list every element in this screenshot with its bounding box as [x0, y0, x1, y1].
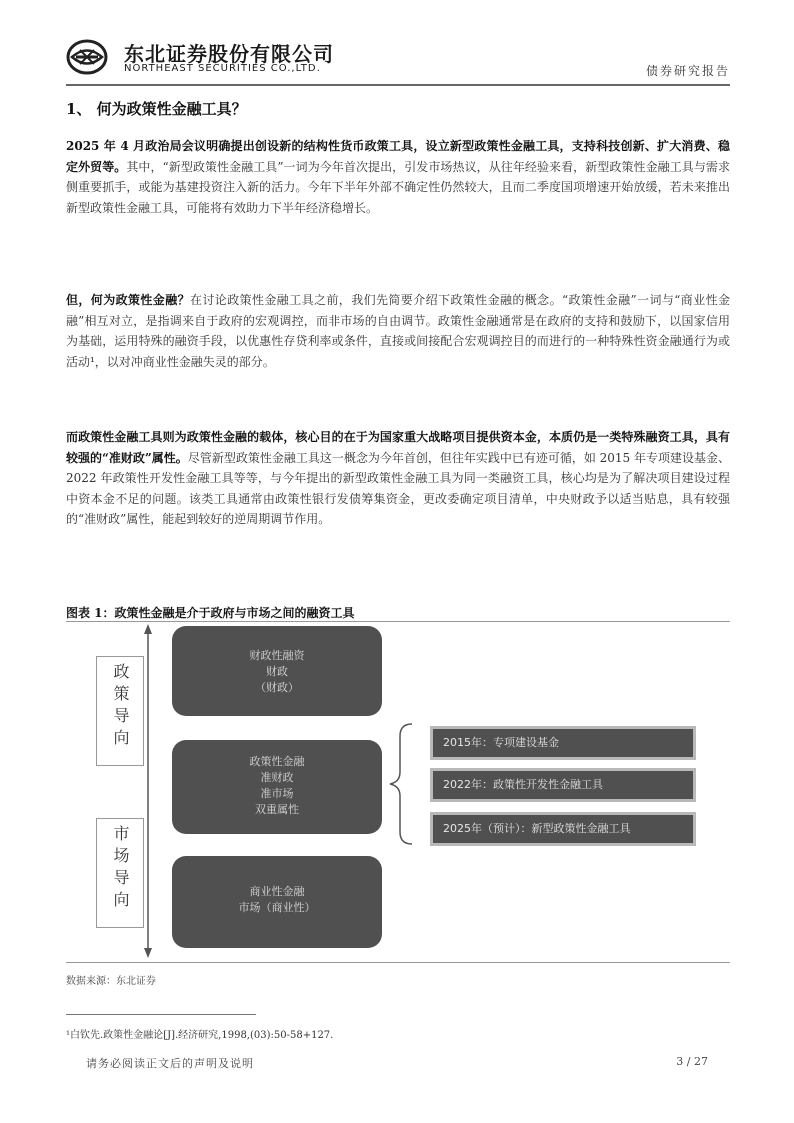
finance-box-commercial-line-1: 商业性金融: [249, 885, 305, 898]
tool-item-2015: 2015年：专项建设基金: [430, 726, 696, 760]
finance-box-policy-line-4: 双重属性: [255, 803, 299, 816]
paragraph-3-body: 尽管新型政策性金融工具这一概念为今年首创，但往年实践中已有迹可循，如 2015 年专项建设基金、2022 年政策性开发性金融工具等等，与今年提出的新型政策性金融工具为同一类融资工具，核心均是为了解决项目建设过程中资本金不足的问题。该类工具通常由政策性银行发债筹集资金，更改委确定项目清单，中央财政予以适当贴息，具有较强的“准财政”属性，能起到较好的逆周期调节作用。: [66, 450, 730, 526]
page-number: 3 / 27: [676, 1055, 708, 1068]
paragraph-2: [66, 290, 730, 372]
footnote-text: ¹白钦先.政策性金融论[J].经济研究,1998,(03):50-58+127.: [66, 1030, 334, 1041]
section-title: 1、 何为政策性金融工具？: [66, 100, 247, 118]
finance-box-commercial: [172, 856, 382, 948]
finance-box-policy-line-2: 准财政: [260, 771, 294, 784]
figure-source: 数据来源：东北证券: [66, 976, 156, 987]
report-header: [66, 36, 730, 82]
finance-box-fiscal-line-2: 财政: [266, 665, 288, 678]
finance-box-fiscal-line-1: 财政性融资: [249, 649, 305, 662]
finance-box-policy: [172, 740, 382, 834]
company-name-en: NORTHEAST SECURITIES CO.,LTD.: [124, 63, 321, 74]
paragraph-1-body: 其中，“新型政策性金融工具”一词为今年首次提出，引发市场热议，从往年经验来看，新型政策性金融工具与需求侧重要抓手，或能为基建投资注入新的活力。今年下半年外部不确定性仍然较大，且而二季度国项增速开始放缓，若未来推出新型政策性金融工具，可能将有效助力下半年经济稳增长。: [66, 159, 730, 215]
finance-box-policy-line-1: 政策性金融: [249, 755, 305, 768]
paragraph-2-lead: 但，何为政策性金融？: [66, 293, 190, 307]
finance-box-fiscal-line-3: （财政）: [255, 681, 299, 694]
policy-oriented-text: 政策导向: [111, 663, 130, 751]
finance-box-policy-line-3: 准市场: [260, 787, 294, 800]
company-logo-icon: [66, 38, 108, 76]
policy-oriented-label: [96, 656, 144, 766]
report-type-label: 债券研究报告: [645, 64, 730, 78]
finance-box-fiscal: [172, 626, 382, 716]
paragraph-3: [66, 427, 730, 530]
footnote-divider: [66, 1014, 256, 1015]
figure-bottom-rule: [66, 962, 730, 963]
tool-item-2025: 2025年（预计）：新型政策性金融工具: [430, 812, 696, 846]
figure-title: 图表 1：政策性金融是介于政府与市场之间的融资工具: [66, 606, 355, 620]
paragraph-1-lead: 2025 年 4 月政治局会议明确提出创设新的结构性货币政策工具，设立新型政策性金融工具，支持科技创新、扩大消费、稳定外贸等。: [66, 139, 730, 174]
paragraph-1: [66, 136, 730, 218]
tool-item-2022: 2022年：政策性开发性金融工具: [430, 768, 696, 802]
paragraph-3-lead: 而政策性金融工具则为政策性金融的载体，核心目的在于为国家重大战略项目提供资本金，本质仍是一类特殊融资工具，具有较强的“准财政”属性。: [66, 430, 730, 465]
paragraph-2-body: 在讨论政策性金融工具之前，我们先简要介绍下政策性金融的概念。“政策性金融”一词与“商业性金融”相互对立，是指调来自于政府的宏观调控，而非市场的自由调节。政策性金融通常是在政府的支持和鼓励下，以国家信用为基础，运用特殊的融资手段，以优惠性存贷利率或条件，直接或间接配合宏观调控目的而进行的一种特殊性资金融通行为或活动¹，以对冲商业性金融失灵的部分。: [66, 293, 730, 369]
market-oriented-label: [96, 818, 144, 928]
header-divider: [66, 84, 730, 86]
market-oriented-text: 市场导向: [111, 825, 130, 913]
company-name-cn: 东北证券股份有限公司: [124, 42, 334, 66]
footer-disclaimer: 请务必阅读正文后的声明及说明: [86, 1057, 254, 1070]
finance-box-commercial-line-2: 市场（商业性）: [238, 901, 316, 914]
